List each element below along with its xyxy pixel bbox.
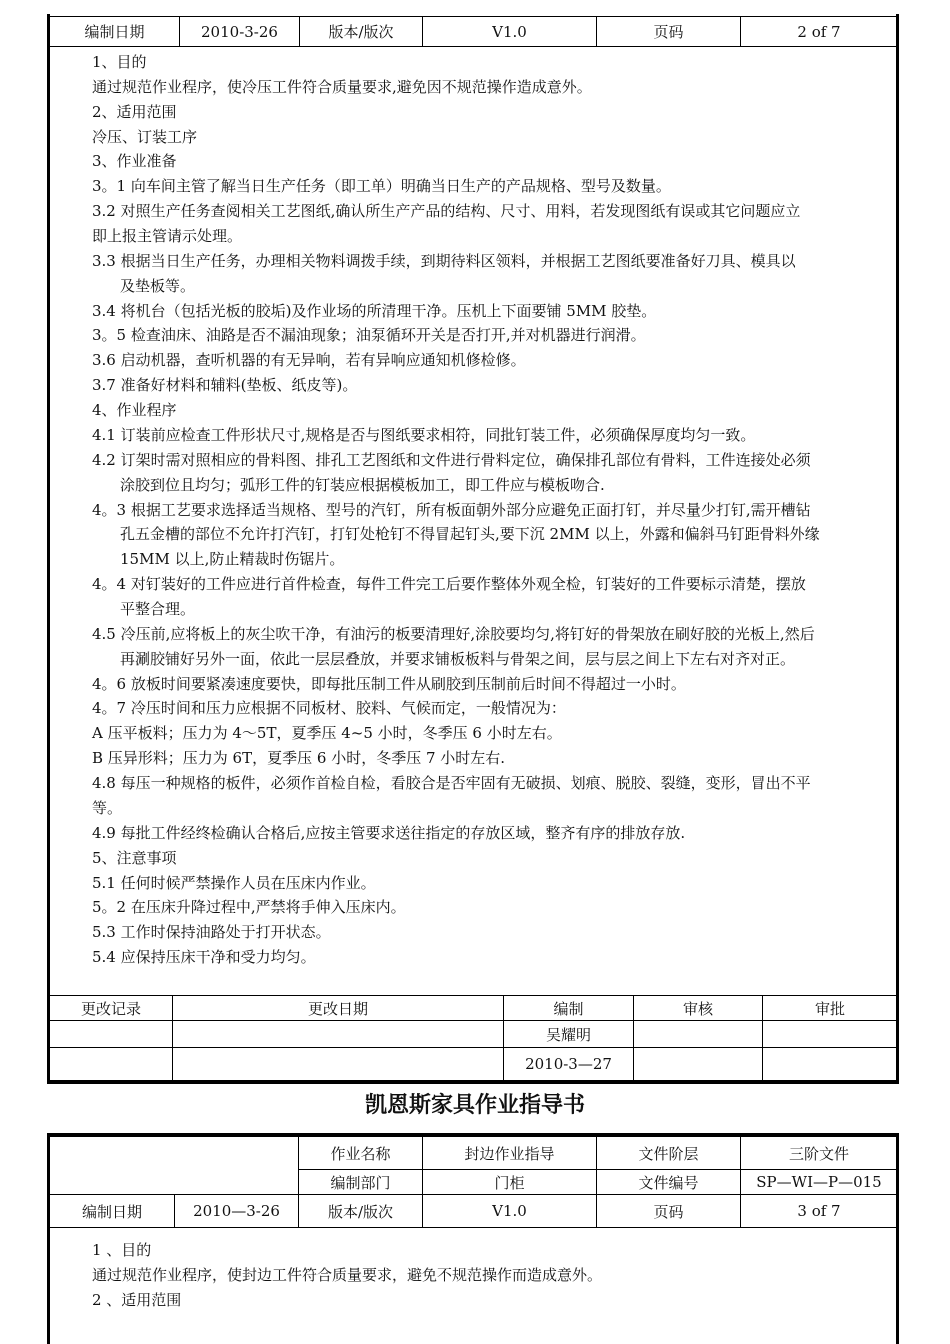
compile-date: 2010—3-26: [175, 1195, 299, 1228]
body-line: 通过规范作业程序，使冷压工件符合质量要求,避免因不规范操作造成意外。: [92, 78, 592, 96]
body-line: 3.7 准备好材料和辅料(垫板、纸皮等)。: [92, 376, 358, 394]
logo-cell: [50, 1137, 299, 1195]
body-line: 5。2 在压床升降过程中,严禁将手伸入压床内。: [92, 898, 406, 916]
author-date: 2010-3—27: [504, 1048, 634, 1081]
approve-cell: [763, 1048, 898, 1081]
body-line: 4.9 每批工件经终检确认合格后,应按主管要求送往指定的存放区域，整齐有序的排放存放.: [92, 824, 686, 842]
label-level: 文件阶层: [597, 1137, 741, 1170]
doc-level: 三阶文件: [741, 1137, 898, 1170]
body-line: 3.2 对照生产任务查阅相关工艺图纸,确认所生产产品的结构、尺寸、用料，若发现图纸有误或其它问题应立: [92, 202, 801, 220]
body-line: 涂胶到位且均匀；弧形工件的钉装应根据模板加工，即工件应与模板吻合.: [120, 476, 605, 494]
page1-header-table: [49, 16, 898, 47]
body-line: 4.2 订架时需对照相应的骨料图、排孔工艺图纸和文件进行骨料定位，确保排孔部位有骨料，工件连接处必须: [92, 451, 811, 469]
job-name: 封边作业指导: [423, 1137, 597, 1170]
col-change-record: 更改记录: [50, 996, 173, 1021]
body-line: 5、注意事项: [92, 849, 177, 867]
body-line: 孔五金槽的部位不允许打汽钉，打钉处枪钉不得冒起钉头,要下沉 2MM 以上，外露和偏斜马钉距骨料外缘: [120, 525, 820, 543]
review-cell: [634, 1021, 763, 1048]
body-line: 4。3 根据工艺要求选择适当规格、型号的汽钉，所有板面朝外部分应避免正面打钉，并尽量少打钉,需开槽钻: [92, 501, 811, 519]
body-line: 2 、适用范围: [92, 1291, 182, 1309]
date-cell: [173, 1048, 504, 1081]
review-cell: [634, 1048, 763, 1081]
label-version: 版本/版次: [299, 1195, 423, 1228]
body-line: 即上报主管请示处理。: [92, 227, 243, 245]
body-line: A 压平板料；压力为 4～5T，夏季压 4~5 小时，冬季压 6 小时左右。: [92, 724, 562, 742]
body-line: 4。7 冷压时间和压力应根据不同板材、胶料、气候而定，一般情况为：: [92, 699, 566, 717]
label-page: 页码: [597, 17, 741, 47]
doc-number: SP—WI—P—015: [741, 1170, 898, 1195]
body-line: 4、作业程序: [92, 401, 177, 419]
version-value: V1.0: [423, 1195, 597, 1228]
body-line: 通过规范作业程序，使封边工件符合质量要求，避免不规范操作而造成意外。: [92, 1266, 603, 1284]
body-line: 3。1 向车间主管了解当日生产任务（即工单）明确当日生产的产品规格、型号及数量。: [92, 177, 671, 195]
body-line: 4。4 对钉装好的工件应进行首件检查，每件工件完工后要作整体外观全检，钉装好的工件要标示清楚，摆放: [92, 575, 806, 593]
body-line: 4.5 冷压前,应将板上的灰尘吹干净，有油污的板要清理好,涂胶要均匀,将钉好的骨架放在刷好胶的光板上,然后: [92, 625, 815, 643]
revision-table: [49, 995, 898, 1081]
body-line: 3.4 将机台（包括光板的胶垢)及作业场的所清理干净。压机上下面要铺 5MM 胶垫。: [92, 302, 657, 320]
label-dept: 编制部门: [299, 1170, 423, 1195]
label-version: 版本/版次: [300, 17, 423, 47]
body-line: B 压异形料；压力为 6T，夏季压 6 小时，冬季压 7 小时左右.: [92, 749, 506, 767]
compile-date: 2010-3-26: [180, 17, 300, 47]
dept-name: 门柜: [423, 1170, 597, 1195]
col-author: 编制: [504, 996, 634, 1021]
page2-header-table: [49, 1136, 898, 1228]
record-cell: [50, 1048, 173, 1081]
body-line: 等。: [92, 799, 123, 817]
col-review: 审核: [634, 996, 763, 1021]
body-line: 4.8 每压一种规格的板件，必须作首检自检，看胶合是否牢固有无破损、划痕、脱胶、裂缝，变形，冒出不平: [92, 774, 811, 792]
body-line: 3.3 根据当日生产任务，办理相关物料调拨手续，到期待料区领料，并根据工艺图纸要准备好刀具、模具以: [92, 252, 796, 270]
body-line: 1、目的: [92, 53, 147, 71]
body-line: 5.3 工作时保持油路处于打开状态。: [92, 923, 331, 941]
document-title: 凯恩斯家具作业指导书: [364, 1093, 585, 1118]
body-line: 冷压、订装工序: [92, 128, 198, 146]
body-line: 15MM 以上,防止精裁时伤锯片。: [120, 550, 345, 568]
body-line: 3。5 检查油床、油路是否不漏油现象；油泵循环开关是否打开,并对机器进行润滑。: [92, 326, 646, 344]
body-line: 2、适用范围: [92, 103, 177, 121]
label-date: 编制日期: [50, 17, 180, 47]
date-cell: [173, 1021, 504, 1048]
body-line: 4.1 订装前应检查工件形状尺寸,规格是否与图纸要求相符，同批钉装工件，必须确保厚度均匀一致。: [92, 426, 756, 444]
author-name: 吴耀明: [504, 1021, 634, 1048]
col-change-date: 更改日期: [173, 996, 504, 1021]
body-line: 再涮胶铺好另外一面，依此一层层叠放，并要求铺板板料与骨架之间，层与层之间上下左右对齐对正。: [120, 650, 796, 668]
label-job: 作业名称: [299, 1137, 423, 1170]
body-line: 4。6 放板时间要紧凑速度要快，即每批压制工件从刷胶到压制前后时间不得超过一小时。: [92, 675, 686, 693]
body-line: 5.4 应保持压床干净和受力均匀。: [92, 948, 316, 966]
label-date: 编制日期: [50, 1195, 175, 1228]
page1-bottom-rule: [47, 1081, 899, 1084]
page-number: 2 of 7: [741, 17, 898, 47]
body-line: 3.6 启动机器，查听机器的有无异响，若有异响应通知机修检修。: [92, 351, 526, 369]
version-value: V1.0: [423, 17, 597, 47]
record-cell: [50, 1021, 173, 1048]
body-line: 1 、目的: [92, 1241, 152, 1259]
label-docno: 文件编号: [597, 1170, 741, 1195]
approve-cell: [763, 1021, 898, 1048]
col-approve: 审批: [763, 996, 898, 1021]
page-number: 3 of 7: [741, 1195, 898, 1228]
body-line: 平整合理。: [120, 600, 196, 618]
body-line: 3、作业准备: [92, 152, 177, 170]
label-page: 页码: [597, 1195, 741, 1228]
body-line: 5.1 任何时候严禁操作人员在压床内作业。: [92, 874, 376, 892]
body-line: 及垫板等。: [120, 277, 196, 295]
